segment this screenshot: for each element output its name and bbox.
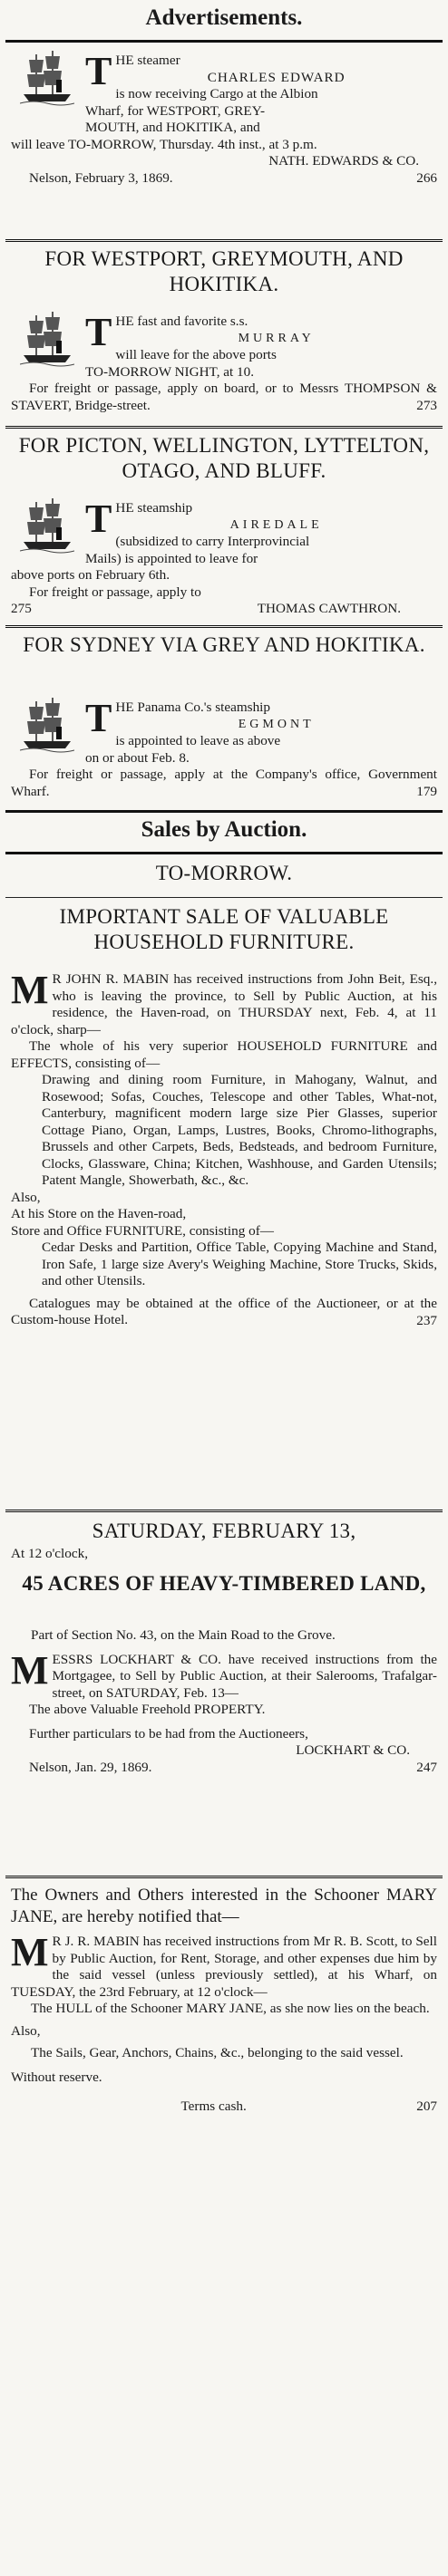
- ad-time: At 12 o'clock,: [11, 1546, 88, 1561]
- ad-title: FOR WESTPORT, GREYMOUTH, AND HOKITIKA.: [44, 247, 404, 295]
- divider: [5, 426, 443, 431]
- ad-title: FOR SYDNEY VIA GREY AND HOKITIKA.: [23, 633, 425, 656]
- divider: [5, 40, 443, 43]
- ad-body: R J. R. MABIN has received instructions from Mr R. B. Scott, to Sell by Public Auction, for Rent, Storage, and other expenses due him by the said vessel (unless previously settled), at his Wharf, on TUESDAY, the 23rd February, at 12 o'clock—: [11, 1934, 437, 2000]
- ad-line: will leave for the above ports: [115, 347, 277, 362]
- drop-cap: M: [11, 968, 49, 1012]
- ad-line: HE steamship: [115, 500, 193, 516]
- ad-terms: Terms cash.: [180, 2098, 247, 2114]
- ad-number: 247: [416, 1759, 437, 1775]
- ad-body: For freight or passage, apply on board, or to Messrs THOMPSON & STAVERT, Bridge-street.: [11, 381, 437, 413]
- ad-line: on or about Feb. 8.: [85, 749, 190, 766]
- ad-schooner-sale: [11, 1885, 437, 2116]
- ad-line: HE steamer: [115, 53, 180, 68]
- ad-list: Drawing and dining room Furniture, in Mahogany, Walnut, and Rosewood; Sofas, Couches, Telescope and other Tables, What-not, Canterbury, magnificent modern large size Pier Glasses, superior Cottage Piano, Organ, Lamps, Lustres, Books, Chromo-lithographs, Brussels and other Carpets, Beds, Bedsteads, and bedroom Furniture, Clocks, Glassware, China; Kitchen, Washhouse, and Garden Utensils; Patent Mangle, Showerbath, &c., &c.: [42, 1072, 437, 1188]
- ad-egmont: [11, 696, 437, 801]
- drop-cap: M: [11, 1930, 49, 1974]
- ad-line: HE Panama Co.'s steamship: [115, 699, 270, 715]
- ship-name: EGMONT: [238, 717, 315, 731]
- ad-date: Nelson, February 3, 1869.: [29, 169, 173, 186]
- ad-line: Wharf, for WESTPORT, GREY-: [85, 102, 266, 119]
- ad-intro: R JOHN R. MABIN has received instructions from John Beit, Esq., who is leaving the province, to Sell by Public Auction, at his residence, the Haven-road, on THURSDAY next, Feb. 4, at 11 o'clock, sharp—: [11, 971, 437, 1037]
- ad-property: The above Valuable Freehold PROPERTY.: [29, 1702, 266, 1717]
- ad-line: is appointed to leave as above: [115, 733, 281, 748]
- ad-sails: The Sails, Gear, Anchors, Chains, &c., belonging to the said vessel.: [31, 2045, 404, 2060]
- ad-charles-edward: [11, 49, 437, 187]
- divider: [5, 810, 443, 813]
- ad-list: Cedar Desks and Partition, Office Table, Copying Machine and Stand, Iron Safe, 1 large size Avery's Weighing Machine, Store Trucks, Skids, and other Utensils.: [42, 1240, 437, 1288]
- ad-airedale: [11, 497, 437, 618]
- ad-body: above ports on February 6th.: [11, 567, 170, 583]
- ad-land-sale: [11, 1627, 437, 1776]
- sales-header: Sales by Auction.: [141, 817, 307, 842]
- ad-signer: LOCKHART & CO.: [296, 1742, 410, 1758]
- ad-paragraph: The whole of his very superior HOUSEHOLD FURNITURE and EFFECTS, consisting of—: [11, 1038, 437, 1071]
- ad-title: FOR PICTON, WELLINGTON, LYTTELTON, OTAGO, AND BLUFF.: [18, 434, 430, 482]
- ad-also: Also,: [11, 2022, 41, 2039]
- ad-reserve: Without reserve.: [11, 2069, 102, 2085]
- ad-line: is now receiving Cargo at the Albion: [115, 86, 318, 101]
- tomorrow-heading: TO-MORROW.: [155, 862, 293, 884]
- ad-body: will leave TO-MORROW, Thursday. 4th inst., at 3 p.m.: [11, 136, 317, 152]
- ad-number: 207: [416, 2098, 437, 2114]
- ad-paragraph: Store and Office FURNITURE, consisting of—: [11, 1222, 274, 1239]
- ad-furniture-sale: [11, 968, 437, 1329]
- drop-cap: T: [85, 497, 112, 541]
- divider: [5, 897, 443, 898]
- ad-date: Nelson, Jan. 29, 1869.: [29, 1759, 152, 1775]
- advertisements-header: Advertisements.: [145, 5, 303, 30]
- ship-name: AIREDALE: [229, 517, 323, 532]
- ad-line: TO-MORROW NIGHT, at 10.: [85, 363, 255, 380]
- ad-number: 237: [416, 1312, 437, 1328]
- divider: [5, 1510, 443, 1515]
- drop-cap: T: [85, 310, 112, 354]
- ad-number: 179: [416, 784, 437, 799]
- drop-cap: T: [85, 696, 112, 740]
- ad-agent: THOMAS CAWTHRON.: [257, 601, 401, 616]
- drop-cap: M: [11, 1647, 49, 1693]
- ad-date-heading: SATURDAY, FEBRUARY 13,: [92, 1520, 356, 1542]
- ad-line: MOUTH, and HOKITIKA, and: [85, 120, 260, 135]
- ad-title: IMPORTANT SALE OF VALUABLE HOUSEHOLD FURNITURE.: [59, 905, 389, 953]
- ad-line: Mails) is appointed to leave for: [85, 550, 258, 566]
- ad-body: For freight or passage, apply at the Company's office, Government Wharf.: [11, 767, 437, 799]
- divider: [5, 852, 443, 854]
- ad-freight: For freight or passage, apply to: [29, 584, 201, 600]
- divider: [5, 1876, 443, 1881]
- ship-name: CHARLES EDWARD: [207, 69, 346, 85]
- ad-body: ESSRS LOCKHART & CO. have received instructions from the Mortgagee, to Sell by Public Auction, at their Salerooms, Trafalgar-street, on SATURDAY, Feb. 13—: [52, 1651, 437, 1701]
- ad-also: Also,: [11, 1189, 41, 1205]
- ad-line: (subsidized to carry Interprovincial: [115, 534, 310, 549]
- ad-number: 273: [416, 398, 437, 413]
- ad-title: 45 ACRES OF HEAVY-TIMBERED LAND,: [22, 1572, 426, 1595]
- ad-number: 275: [11, 601, 32, 616]
- ad-number: 266: [416, 169, 437, 186]
- ad-hull: The HULL of the Schooner MARY JANE, as she now lies on the beach.: [31, 2001, 430, 2016]
- ad-part: Part of Section No. 43, on the Main Road to the Grove.: [31, 1627, 336, 1643]
- divider: [5, 625, 443, 631]
- ship-name: MURRAY: [238, 331, 315, 345]
- ad-line: HE fast and favorite s.s.: [115, 314, 248, 329]
- ad-signer: NATH. EDWARDS & CO.: [268, 153, 419, 169]
- ad-intro: The Owners and Others interested in the Schooner MARY JANE, are hereby notified that—: [11, 1886, 437, 1926]
- ad-catalogue: Catalogues may be obtained at the office of the Auctioneer, or at the Custom-house Hotel.: [11, 1295, 437, 1327]
- ad-murray: [11, 310, 437, 415]
- ad-further: Further particulars to be had from the Auctioneers,: [29, 1725, 308, 1741]
- drop-cap: T: [85, 49, 112, 93]
- ad-paragraph: At his Store on the Haven-road,: [11, 1206, 187, 1221]
- divider: [5, 239, 443, 245]
